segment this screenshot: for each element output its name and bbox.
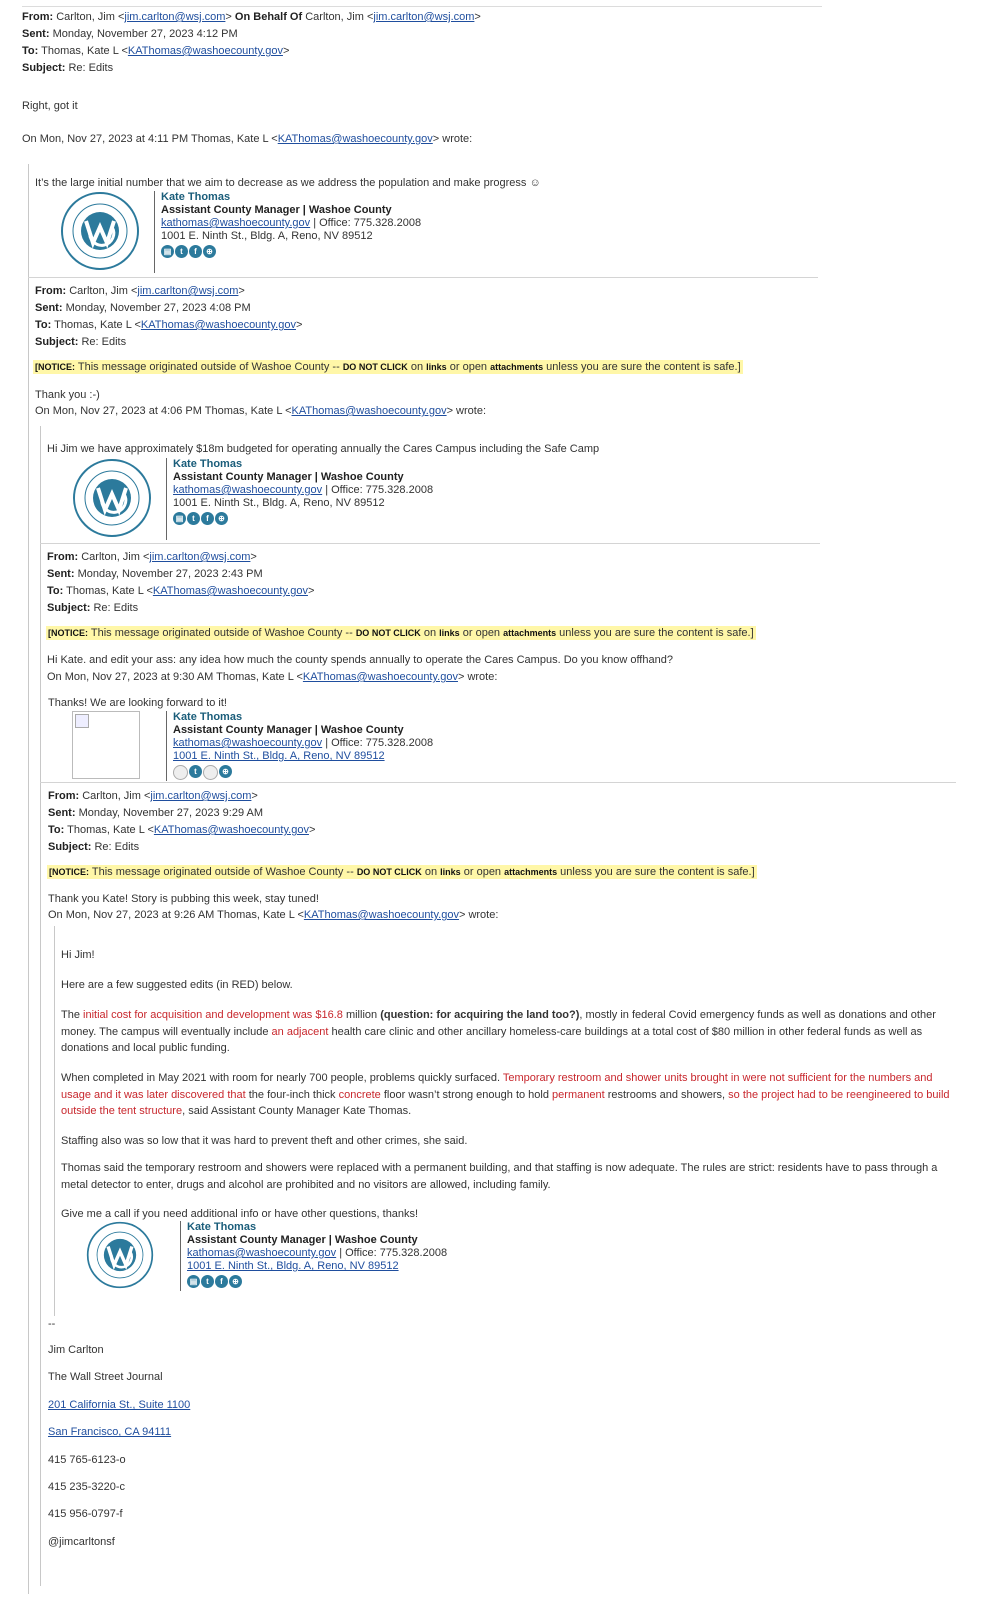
web-icon[interactable]: ⊕ [215, 512, 228, 525]
suggested-edit-text: concrete [338, 1088, 381, 1101]
reply-attribution: On Mon, Nov 27, 2023 at 4:11 PM Thomas, Kate L <KAThomas@washoecounty.gov> wrote: [22, 133, 473, 145]
jim-org: The Wall Street Journal [48, 1371, 163, 1383]
signature-dashes: -- [48, 1318, 56, 1330]
social-icons [173, 512, 433, 525]
signature-divider [166, 711, 167, 781]
from-email-link[interactable]: jim.carlton@wsj.com [137, 285, 239, 297]
social-icons [187, 1275, 447, 1288]
from-email-link[interactable]: jim.carlton@wsj.com [149, 551, 251, 563]
signature-email-link[interactable]: kathomas@washoecounty.gov [161, 217, 311, 229]
email-signature [86, 1221, 586, 1293]
to-line: To: Thomas, Kate L <KAThomas@washoecounty.gov> [22, 45, 290, 57]
body-text: restrooms and showers, [604, 1088, 729, 1101]
signature-text [187, 1221, 447, 1288]
reply-text: Thank you Kate! Story is pubbing this week, stay tuned! [48, 893, 319, 905]
signature-divider [154, 191, 155, 273]
jim-handle: @jimcarltonsf [48, 1536, 115, 1548]
top-divider [22, 6, 822, 7]
attribution-email-link[interactable]: KAThomas@washoecounty.gov [303, 909, 459, 921]
signature-divider [180, 1221, 181, 1291]
quoted-header: From: Carlton, Jim <jim.carlton@wsj.com> Sent: Monday, November 27, 2023 9:29 AM To: Thomas, Kate L <KAThomas@washoecounty.gov> Subject: Re: Edits [48, 790, 316, 853]
suggested-edit-text: initial cost for acquisition and development was $16.8 [83, 1009, 343, 1021]
web-icon[interactable]: ⊕ [203, 245, 216, 258]
signature-address: 1001 E. Ninth St., Bldg. A, Reno, NV 89512 [173, 497, 385, 509]
twitter-icon[interactable]: t [189, 765, 202, 778]
intro-paragraph: Here are a few suggested edits (in RED) below. [61, 979, 293, 991]
signature-title: Assistant County Manager | Washoe County [187, 1234, 418, 1246]
reply-text: Right, got it [22, 100, 78, 112]
quoted-header: From: Carlton, Jim <jim.carlton@wsj.com> Sent: Monday, November 27, 2023 2:43 PM To: Thomas, Kate L <KAThomas@washoecounty.gov> Subject: Re: Edits [47, 551, 315, 614]
broken-image-icon[interactable] [203, 765, 218, 780]
attribution-email-link[interactable]: KAThomas@washoecounty.gov [277, 133, 433, 145]
edit-paragraph-2 [61, 1070, 951, 1120]
signature-divider [166, 458, 167, 540]
external-notice-banner: [NOTICE: This message originated outside of Washoe County -- DO NOT CLICK on links or open attachments unless you are sure the content is safe.] [48, 627, 754, 639]
subject-line: Subject: Re: Edits [22, 62, 114, 74]
broken-image-icon [72, 711, 140, 779]
greeting: Hi Jim! [61, 949, 95, 961]
signature-title: Assistant County Manager | Washoe County [161, 204, 392, 216]
closing-paragraph: Give me a call if you need additional info or have other questions, thanks! [61, 1208, 419, 1220]
twitter-icon[interactable]: t [201, 1275, 214, 1288]
edit-paragraph-3: Staffing also was so low that it was hard to prevent theft and other crimes, she said. [61, 1135, 468, 1147]
signature-text [161, 191, 421, 258]
signature-email-link[interactable]: kathomas@washoecounty.gov [173, 484, 323, 496]
body-text: the four-inch thick [245, 1088, 339, 1101]
body-text: million [342, 1009, 381, 1021]
edit-paragraph-1 [61, 1007, 951, 1057]
reply-attribution: On Mon, Nov 27, 2023 at 4:06 PM Thomas, Kate L <KAThomas@washoecounty.gov> wrote: [35, 405, 487, 417]
jim-phone-office: 415 765-6123-o [48, 1454, 126, 1466]
from-line: From: Carlton, Jim <jim.carlton@wsj.com> On Behalf Of Carlton, Jim <jim.carlton@wsj.com> [22, 11, 481, 23]
signature-contact: kathomas@washoecounty.gov | Office: 775.328.2008 [187, 1247, 448, 1259]
kate-message-text: It’s the large initial number that we aim to decrease as we address the population and make progress ☺ [35, 177, 541, 189]
signature-text [173, 458, 433, 525]
signature-contact: kathomas@washoecounty.gov | Office: 775.328.2008 [161, 217, 422, 229]
twitter-icon[interactable]: t [175, 245, 188, 258]
signature-contact: kathomas@washoecounty.gov | Office: 775.328.2008 [173, 737, 434, 749]
signature-title: Assistant County Manager | Washoe County [173, 471, 404, 483]
suggested-edit-text: Temporary restroom and shower units brought in were not sufficient for the numbers and usage and it was later discovered that [61, 1072, 933, 1101]
to-email-link[interactable]: KAThomas@washoecounty.gov [127, 45, 283, 57]
suggested-edit-text: an adjacent [271, 1025, 329, 1038]
web-icon[interactable]: ⊕ [219, 765, 232, 778]
question-text: (question: for acquiring the land too?) [380, 1009, 580, 1021]
email-signature [72, 711, 572, 781]
from-email-link[interactable]: jim.carlton@wsj.com [124, 11, 226, 23]
signature-name: Kate Thomas [173, 711, 243, 723]
news-icon[interactable]: ▤ [161, 245, 174, 258]
signature-name: Kate Thomas [173, 458, 243, 470]
message-divider [40, 782, 956, 783]
signature-title: Assistant County Manager | Washoe County [173, 724, 404, 736]
external-notice-banner: [NOTICE: This message originated outside of Washoe County -- DO NOT CLICK on links or open attachments unless you are sure the content is safe.] [49, 866, 755, 878]
top-header [22, 9, 481, 77]
email-signature [72, 458, 572, 542]
message-divider [28, 277, 818, 278]
body-text: health care clinic and other ancillary homeless-care buildings at a total cost of $80 million in other federal funds as well as donations and local public funding. [61, 1025, 923, 1054]
signature-name: Kate Thomas [187, 1221, 257, 1233]
web-icon[interactable]: ⊕ [229, 1275, 242, 1288]
message-divider [40, 543, 820, 544]
kate-message-text: Hi Jim we have approximately $18m budgeted for operating annually the Cares Campus including the Safe Camp [47, 443, 600, 455]
reply-text: Hi Kate. and edit your ass: any idea how much the county spends annually to operate the Cares Campus. Do you know offhand? [47, 654, 673, 666]
sent-line: Sent: Monday, November 27, 2023 4:12 PM [22, 28, 238, 40]
signature-text [173, 711, 433, 780]
facebook-icon[interactable]: f [189, 245, 202, 258]
attribution-email-link[interactable]: KAThomas@washoecounty.gov [302, 671, 458, 683]
kate-message-text: Thanks! We are looking forward to it! [48, 697, 227, 709]
quoted-header: From: Carlton, Jim <jim.carlton@wsj.com> Sent: Monday, November 27, 2023 4:08 PM To: Thomas, Kate L <KAThomas@washoecounty.gov> Subject: Re: Edits [35, 285, 303, 348]
body-text: When completed in May 2021 with room for nearly 700 people, problems quickly surfaced. [61, 1072, 503, 1084]
quote-bar [28, 164, 29, 1594]
signature-name: Kate Thomas [161, 191, 231, 203]
reply-attribution: On Mon, Nov 27, 2023 at 9:30 AM Thomas, Kate L <KAThomas@washoecounty.gov> wrote: [47, 671, 498, 683]
to-email-link[interactable]: KAThomas@washoecounty.gov [152, 585, 308, 597]
washoe-county-seal-icon [86, 1221, 154, 1289]
signature-email-link[interactable]: kathomas@washoecounty.gov [173, 737, 323, 749]
to-email-link[interactable]: KAThomas@washoecounty.gov [140, 319, 296, 331]
social-icons [173, 765, 433, 780]
quote-bar [40, 426, 41, 1586]
social-icons [161, 245, 421, 258]
jim-street-link[interactable]: 201 California St., Suite 1100 [48, 1399, 191, 1411]
body-text: , mostly in federal Covid emergency funds as well as donations and other money. The campus will eventually include [61, 1009, 936, 1038]
reply-text: Thank you :-) [35, 389, 100, 401]
facebook-icon[interactable]: f [201, 512, 214, 525]
attribution-email-link[interactable]: KAThomas@washoecounty.gov [291, 405, 447, 417]
washoe-county-seal-icon [72, 458, 152, 538]
body-text: The [61, 1009, 84, 1021]
signature-address-link[interactable]: 1001 E. Ninth St., Bldg. A, Reno, NV 89512 [187, 1260, 399, 1272]
jim-city-link[interactable]: San Francisco, CA 94111 [48, 1426, 172, 1438]
news-icon[interactable]: ▤ [173, 512, 186, 525]
on-behalf-email-link[interactable]: jim.carlton@wsj.com [373, 11, 475, 23]
quote-bar [54, 926, 55, 1316]
news-icon[interactable]: ▤ [187, 1275, 200, 1288]
signature-email-link[interactable]: kathomas@washoecounty.gov [187, 1247, 337, 1259]
suggested-edit-text: so the project had to be reengineered to build outside the tent structure [61, 1088, 950, 1117]
external-notice-banner: [NOTICE: This message originated outside of Washoe County -- DO NOT CLICK on links or open attachments unless you are sure the content is safe.] [35, 361, 741, 373]
signature-contact: kathomas@washoecounty.gov | Office: 775.328.2008 [173, 484, 434, 496]
suggested-edit-text: permanent [552, 1088, 605, 1101]
body-text: floor wasn’t strong enough to hold [380, 1088, 553, 1101]
broken-image-icon[interactable] [173, 765, 188, 780]
jim-phone-fax: 415 956-0797-f [48, 1508, 123, 1520]
jim-phone-cell: 415 235-3220-c [48, 1481, 126, 1493]
from-email-link[interactable]: jim.carlton@wsj.com [150, 790, 252, 802]
signature-address-link[interactable]: 1001 E. Ninth St., Bldg. A, Reno, NV 89512 [173, 750, 385, 762]
reply-attribution: On Mon, Nov 27, 2023 at 9:26 AM Thomas, Kate L <KAThomas@washoecounty.gov> wrote: [48, 909, 499, 921]
jim-name: Jim Carlton [48, 1344, 104, 1356]
body-text: , said Assistant County Manager Kate Thomas. [182, 1105, 412, 1117]
facebook-icon[interactable]: f [215, 1275, 228, 1288]
signature-address: 1001 E. Ninth St., Bldg. A, Reno, NV 89512 [161, 230, 373, 242]
twitter-icon[interactable]: t [187, 512, 200, 525]
email-signature [60, 191, 560, 275]
washoe-county-seal-icon [60, 191, 140, 271]
to-email-link[interactable]: KAThomas@washoecounty.gov [153, 824, 309, 836]
edit-paragraph-4: Thomas said the temporary restroom and showers were replaced with a permanent building, and that staffing is now adequate. The rules are strict: residents have to pass through a metal detector to enter, drugs and alcohol are prohibited and no visitors are allowed, including family. [61, 1162, 938, 1191]
